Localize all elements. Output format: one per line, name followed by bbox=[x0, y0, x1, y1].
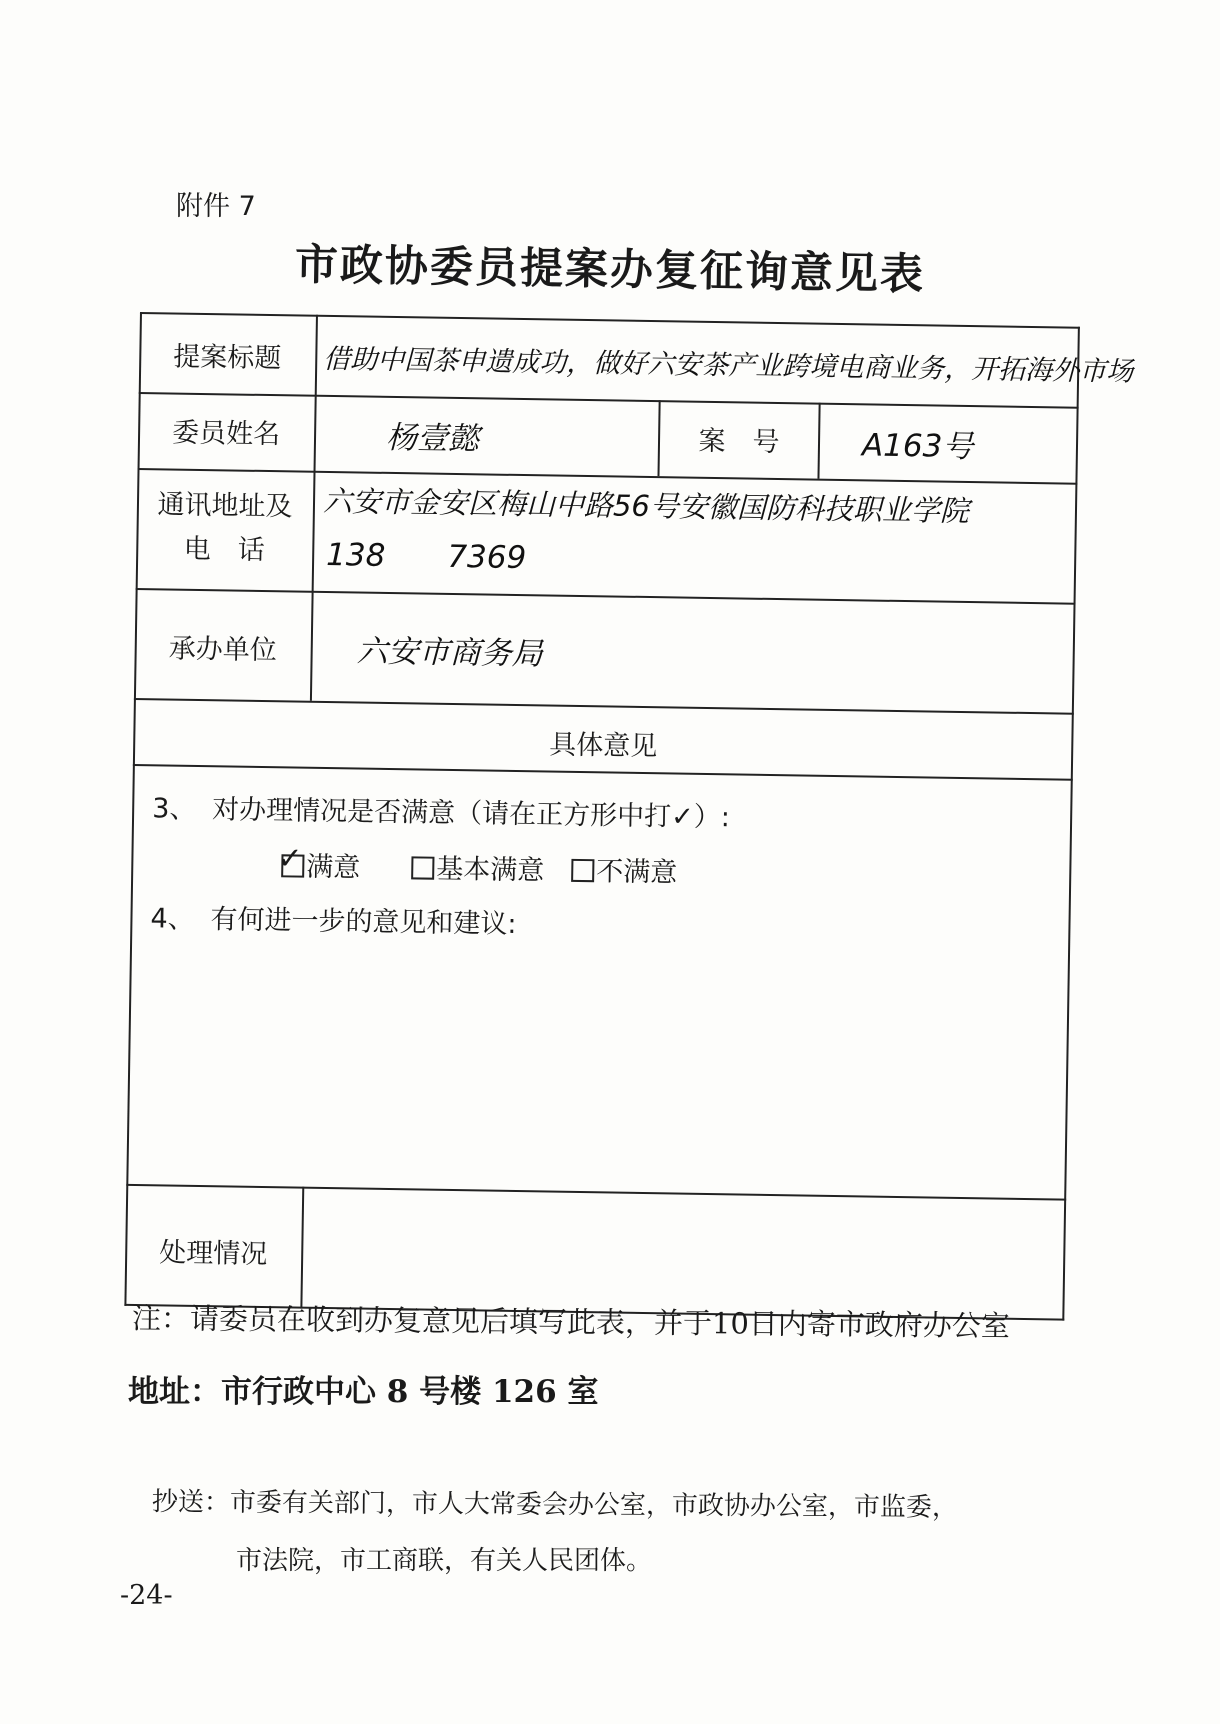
cc-line-2: 市法院，市工商联，有关人民团体。 bbox=[236, 1546, 653, 1576]
address-phone-label-line1: 通讯地址及 bbox=[157, 489, 293, 523]
member-name-label: 委员姓名 bbox=[171, 417, 281, 451]
mailing-address: 地址：市行政中心 8 号楼 126 室 bbox=[128, 1374, 599, 1410]
opinion-header: 具体意见 bbox=[549, 729, 658, 763]
row-divider bbox=[134, 698, 1074, 715]
table-border-top bbox=[140, 312, 1080, 329]
handling-unit-value: 六安市商务局 bbox=[356, 633, 543, 673]
q3-number: 3、 bbox=[151, 793, 197, 825]
table-border-right bbox=[1062, 327, 1080, 1321]
q3-text: 对办理情况是否满意（请在正方形中打✓）: bbox=[211, 794, 731, 834]
checkbox-satisfied[interactable] bbox=[277, 841, 304, 877]
address-value: 六安市金安区梅山中路56号安徽国防科技职业学院 bbox=[322, 483, 970, 529]
proposal-title-value: 借助中国茶申遗成功，做好六安茶产业跨境电商业务，开拓海外市场 bbox=[323, 343, 1134, 388]
row-divider bbox=[136, 588, 1076, 605]
option-basically-satisfied[interactable] bbox=[411, 846, 545, 887]
row-divider bbox=[126, 1184, 1066, 1201]
option-label: 满意 bbox=[306, 851, 361, 884]
feedback-form-table bbox=[124, 312, 1134, 1321]
address-phone-label-line2: 电 话 bbox=[183, 533, 266, 566]
handling-unit-label: 承办单位 bbox=[168, 633, 277, 667]
proposal-title-label: 提案标题 bbox=[173, 341, 282, 375]
q4-number: 4、 bbox=[150, 903, 195, 935]
row-divider bbox=[139, 392, 1079, 409]
case-number-value: A163号 bbox=[861, 427, 974, 466]
footer-note: 注：请委员在收到办复意见后填写此表，并于10日内寄市政府办公室 bbox=[131, 1301, 1011, 1343]
row-divider bbox=[138, 468, 1078, 485]
checkbox-basically-satisfied[interactable] bbox=[411, 856, 434, 879]
member-name-value: 杨壹懿 bbox=[385, 419, 480, 458]
checkbox-not-satisfied[interactable] bbox=[571, 859, 594, 882]
table-border-left bbox=[124, 312, 142, 1306]
attachment-label: 附件 7 bbox=[176, 191, 256, 222]
page-title: 市政协委员提案办复征询意见表 bbox=[294, 240, 926, 300]
option-label: 不满意 bbox=[596, 856, 678, 889]
phone-value: 138 7369 bbox=[325, 536, 527, 577]
option-not-satisfied[interactable] bbox=[571, 849, 678, 890]
option-label: 基本满意 bbox=[436, 853, 545, 887]
option-satisfied[interactable] bbox=[277, 841, 361, 884]
case-number-label: 案 号 bbox=[698, 425, 780, 459]
cc-line-1: 抄送：市委有关部门，市人大常委会办公室，市政协办公室，市监委， bbox=[151, 1487, 959, 1523]
q4-text: 有何进一步的意见和建议: bbox=[210, 904, 517, 940]
handling-status-label: 处理情况 bbox=[158, 1237, 268, 1271]
page-number: -24- bbox=[120, 1580, 173, 1611]
check-mark-icon: ✓ bbox=[277, 841, 303, 877]
